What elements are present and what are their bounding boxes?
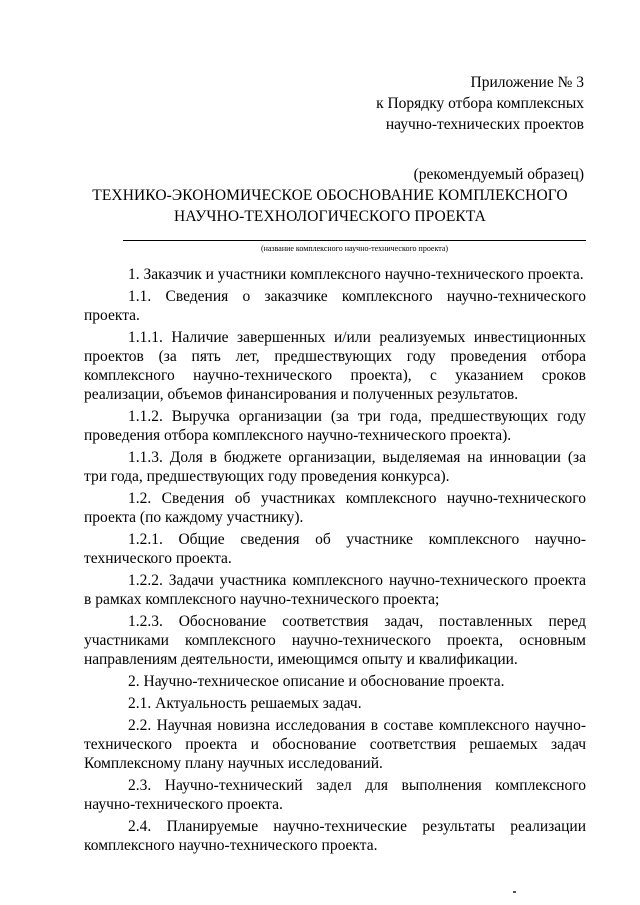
section-1-2-3: 1.2.3. Обоснование соответствия задач, поставленных перед участниками комплексного научно-технического проекта, основным направлениям деятельности, имеющимся опыту и квалификации.	[84, 613, 586, 668]
section-2-1: 2.1. Актуальность решаемых задач.	[128, 695, 362, 712]
appendix-header	[376, 72, 584, 185]
recommended-sample-label: (рекомендуемый образец)	[413, 166, 584, 183]
section-1-1-2: 1.1.2. Выручка организации (за три года, предшествующих году проведения отбора комплексного научно-технического проекта).	[84, 408, 586, 444]
section-1-1-3: 1.1.3. Доля в бюджете организации, выделяемая на инновации (за три года, предшествующих году проведения конкурса).	[84, 449, 586, 485]
section-1-2-1: 1.2.1. Общие сведения об участнике комплексного научно-технического проекта.	[84, 531, 586, 567]
section-1-2-2: 1.2.2. Задачи участника комплексного научно-технического проекта в рамках комплексного научно-технического проекта;	[84, 572, 586, 608]
section-2: 2. Научно-техническое описание и обоснование проекта.	[128, 673, 505, 690]
appendix-number: Приложение № 3	[470, 74, 584, 91]
project-name-line	[123, 240, 586, 241]
document-title	[60, 185, 600, 227]
section-1-1-1: 1.1.1. Наличие завершенных и/или реализуемых инвестиционных проектов (за пять лет, предшествующих году проведения отбора комплексного научно-технического проекта), с указанием сроков реализации, объемов финансирования и полученных результатов.	[84, 329, 586, 403]
title-line-1: ТЕХНИКО-ЭКОНОМИЧЕСКОЕ ОБОСНОВАНИЕ КОМПЛЕКСНОГО	[92, 187, 568, 204]
section-2-4: 2.4. Планируемые научно-технические результаты реализации комплексного научно-технического проекта.	[84, 818, 586, 854]
section-1: 1. Заказчик и участники комплексного научно-технического проекта.	[128, 266, 584, 283]
document-body	[84, 265, 586, 855]
section-2-2: 2.2. Научная новизна исследования в составе комплексного научно-технического проекта и обоснование соответствия решаемых задач Комплексному плану научных исследований.	[84, 717, 586, 772]
project-name-caption: (название комплексного научно-технического проекта)	[260, 244, 449, 253]
scan-speck	[513, 891, 516, 893]
appendix-reference-line-2: научно-технических проектов	[385, 116, 584, 133]
section-1-2: 1.2. Сведения об участниках комплексного научно-технического проекта (по каждому участнику).	[84, 490, 586, 526]
title-line-2: НАУЧНО-ТЕХНОЛОГИЧЕСКОГО ПРОЕКТА	[174, 208, 486, 225]
appendix-reference-line-1: к Порядку отбора комплексных	[376, 95, 584, 112]
section-1-1: 1.1. Сведения о заказчике комплексного научно-технического проекта.	[84, 288, 586, 324]
section-2-3: 2.3. Научно-технический задел для выполнения комплексного научно-технического проекта.	[84, 777, 586, 813]
